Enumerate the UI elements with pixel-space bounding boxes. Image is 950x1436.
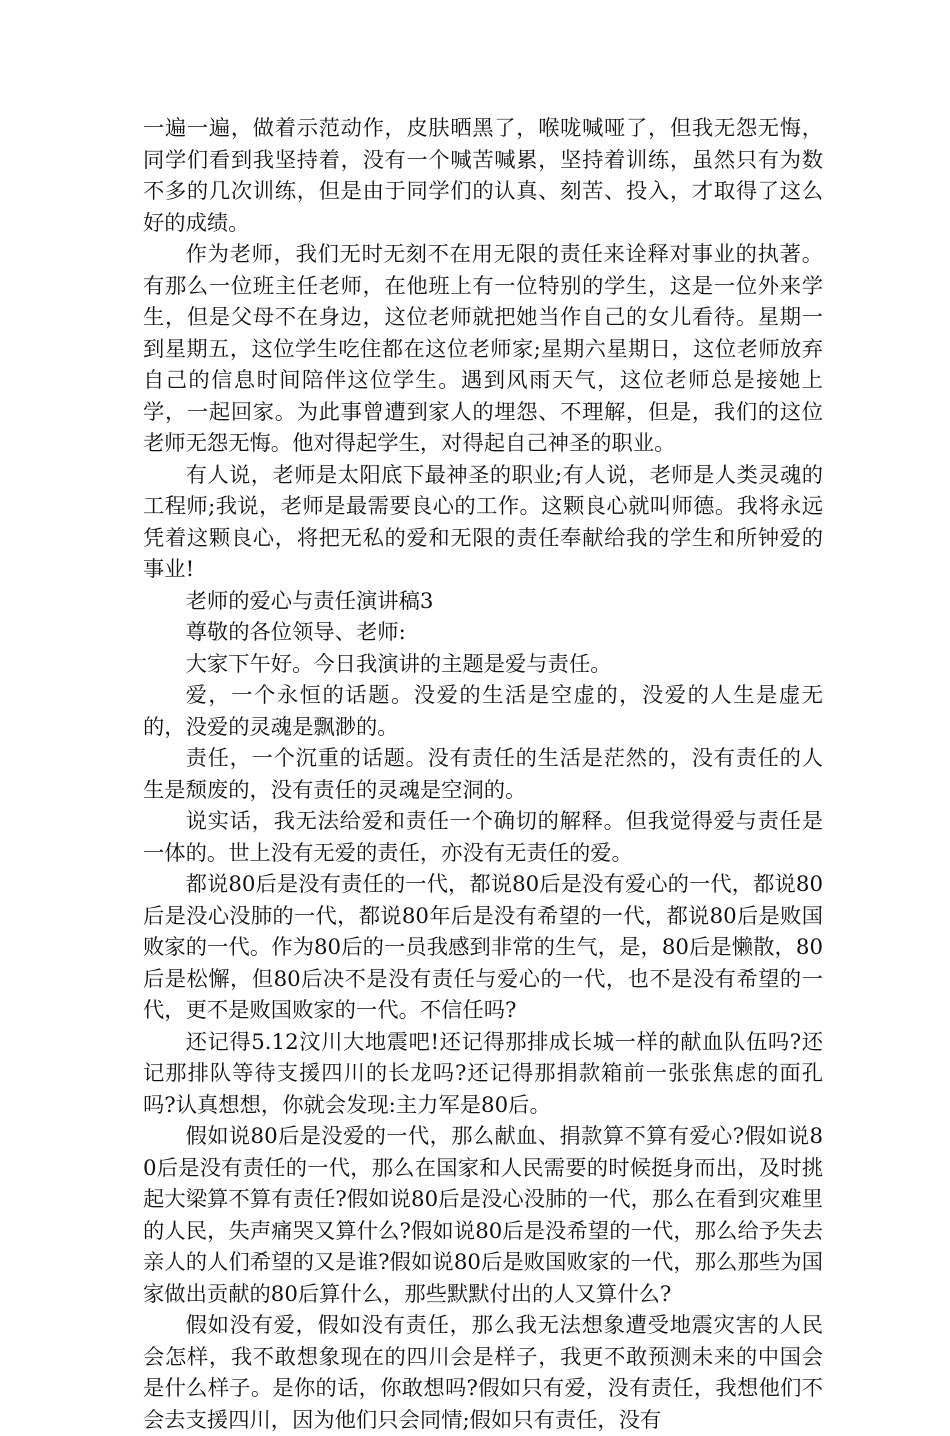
paragraph: 都说80后是没有责任的一代，都说80后是没有爱心的一代，都说80后是没心没肺的一代，都说80年后是没有希望的一代，都说80后是败国败家的一代。作为80后的一员我感到非常的生气，是，80后是懒散，80后是松懈，但80后决不是没有责任与爱心的一代，也不是没有希望的一代，更不是败国败家的一代。不信任吗? [143,872,823,1023]
paragraph: 有人说，老师是太阳底下最神圣的职业;有人说，老师是人类灵魂的工程师;我说，老师是最需要良心的工作。这颗良心就叫师德。我将永远凭着这颗良心，将把无私的爱和无限的责任奉献给我的学生和所钟爱的事业! [143,462,823,582]
paragraph: 责任，一个沉重的话题。没有责任的生活是茫然的，没有责任的人生是颓废的，没有责任的灵魂是空洞的。 [143,746,823,803]
paragraph: 说实话，我无法给爱和责任一个确切的解释。但我觉得爱与责任是一体的。世上没有无爱的责任，亦没有无责任的爱。 [143,809,823,866]
paragraph: 假如没有爱，假如没有责任，那么我无法想象遭受地震灾害的人民会怎样，我不敢想象现在的四川会是样子，我更不敢预测未来的中国会是什么样子。是你的话，你敢想吗?假如只有爱，没有责任，我想他们不会去支援四川，因为他们只会同情;假如只有责任，没有 [143,1313,823,1433]
paragraph: 还记得5.12汶川大地震吧!还记得那排成长城一样的献血队伍吗?还记那排队等待支援四川的长龙吗?还记得那捐款箱前一张张焦虑的面孔吗?认真想想，你就会发现:主力军是80后。 [143,1029,823,1118]
paragraph: 一遍一遍，做着示范动作，皮肤晒黑了，喉咙喊哑了，但我无怨无悔，同学们看到我坚持着，没有一个喊苦喊累，坚持着训练，虽然只有为数不多的几次训练，但是由于同学们的认真、刻苦、投入，才取得了这么好的成绩。 [143,116,823,236]
paragraph: 大家下午好。今日我演讲的主题是爱与责任。 [185,651,612,677]
section-title: 老师的爱心与责任演讲稿3 [185,588,434,614]
salutation: 尊敬的各位领导、老师: [185,620,406,645]
paragraph: 假如说80后是没爱的一代，那么献血、捐款算不算有爱心?假如说80后是没有责任的一代，那么在国家和人民需要的时候挺身而出，及时挑起大梁算不算有责任?假如说80后是没心没肺的一代，那么在看到灾难里的人民，失声痛哭又算什么?假如说80后是没希望的一代，那么给予失去亲人的人们希望的又是谁?假如说80后是败国败家的一代，那么那些为国家做出贡献的80后算什么，那些默默付出的人又算什么? [143,1124,823,1307]
paragraph: 作为老师，我们无时无刻不在用无限的责任来诠释对事业的执著。有那么一位班主任老师，在他班上有一位特别的学生，这是一位外来学生，但是父母不在身边，这位老师就把她当作自己的女儿看待。星期一到星期五，这位学生吃住都在这位老师家;星期六星期日，这位老师放弃自己的信息时间陪伴这位学生。遇到风雨天气，这位老师总是接她上学，一起回家。为此事曾遭到家人的埋怨、不理解，但是，我们的这位老师无怨无悔。他对得起学生，对得起自己神圣的职业。 [143,242,823,456]
document-page [143,113,823,1436]
paragraph: 爱，一个永恒的话题。没爱的生活是空虚的，没爱的人生是虚无的，没爱的灵魂是飘渺的。 [143,683,823,740]
